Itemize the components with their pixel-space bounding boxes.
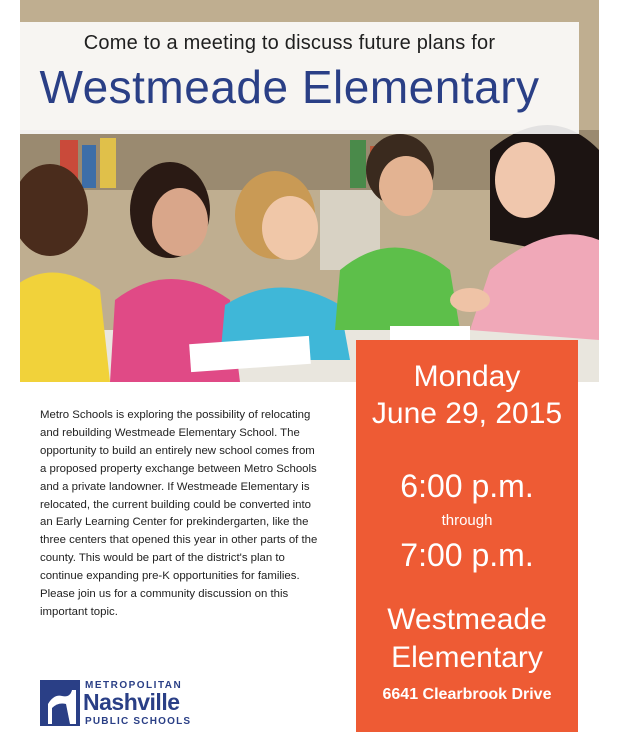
logo-line3: PUBLIC SCHOOLS — [85, 716, 192, 727]
logo-line1: METROPOLITAN — [85, 680, 183, 691]
event-location-line1: Westmeade — [387, 603, 547, 636]
event-details-panel — [356, 340, 578, 732]
event-end-time: 7:00 p.m. — [400, 537, 534, 573]
logo-mark-icon — [40, 680, 80, 726]
event-through: through — [441, 512, 493, 529]
event-location-line2: Elementary — [391, 641, 543, 674]
logo-line2: Nashville — [83, 689, 180, 715]
school-title: Westmeade Elementary — [39, 61, 540, 113]
event-date: June 29, 2015 — [371, 397, 563, 430]
event-start-time: 6:00 p.m. — [400, 468, 534, 504]
meeting-subtitle: Come to a meeting to discuss future plans for — [83, 32, 496, 54]
nashville-schools-logo — [40, 680, 200, 728]
event-address: 6641 Clearbrook Drive — [382, 686, 552, 703]
description-paragraph: Metro Schools is exploring the possibility of relocating and rebuilding Westmeade Elementary School. The opportunity to build an entirely new school comes from a proposed property exchange between Metro Schools and a private landowner. If Westmeade Elementary is relocated, the current building could be converted into an Early Learning Center for prekindergarten, like the three centers that opened this year in other parts of the county. This would be part of the district's plan to continue expanding pre-K opportunities for families. Please join us for a community discussion on this important topic. — [40, 409, 318, 618]
event-day: Monday — [413, 360, 521, 393]
